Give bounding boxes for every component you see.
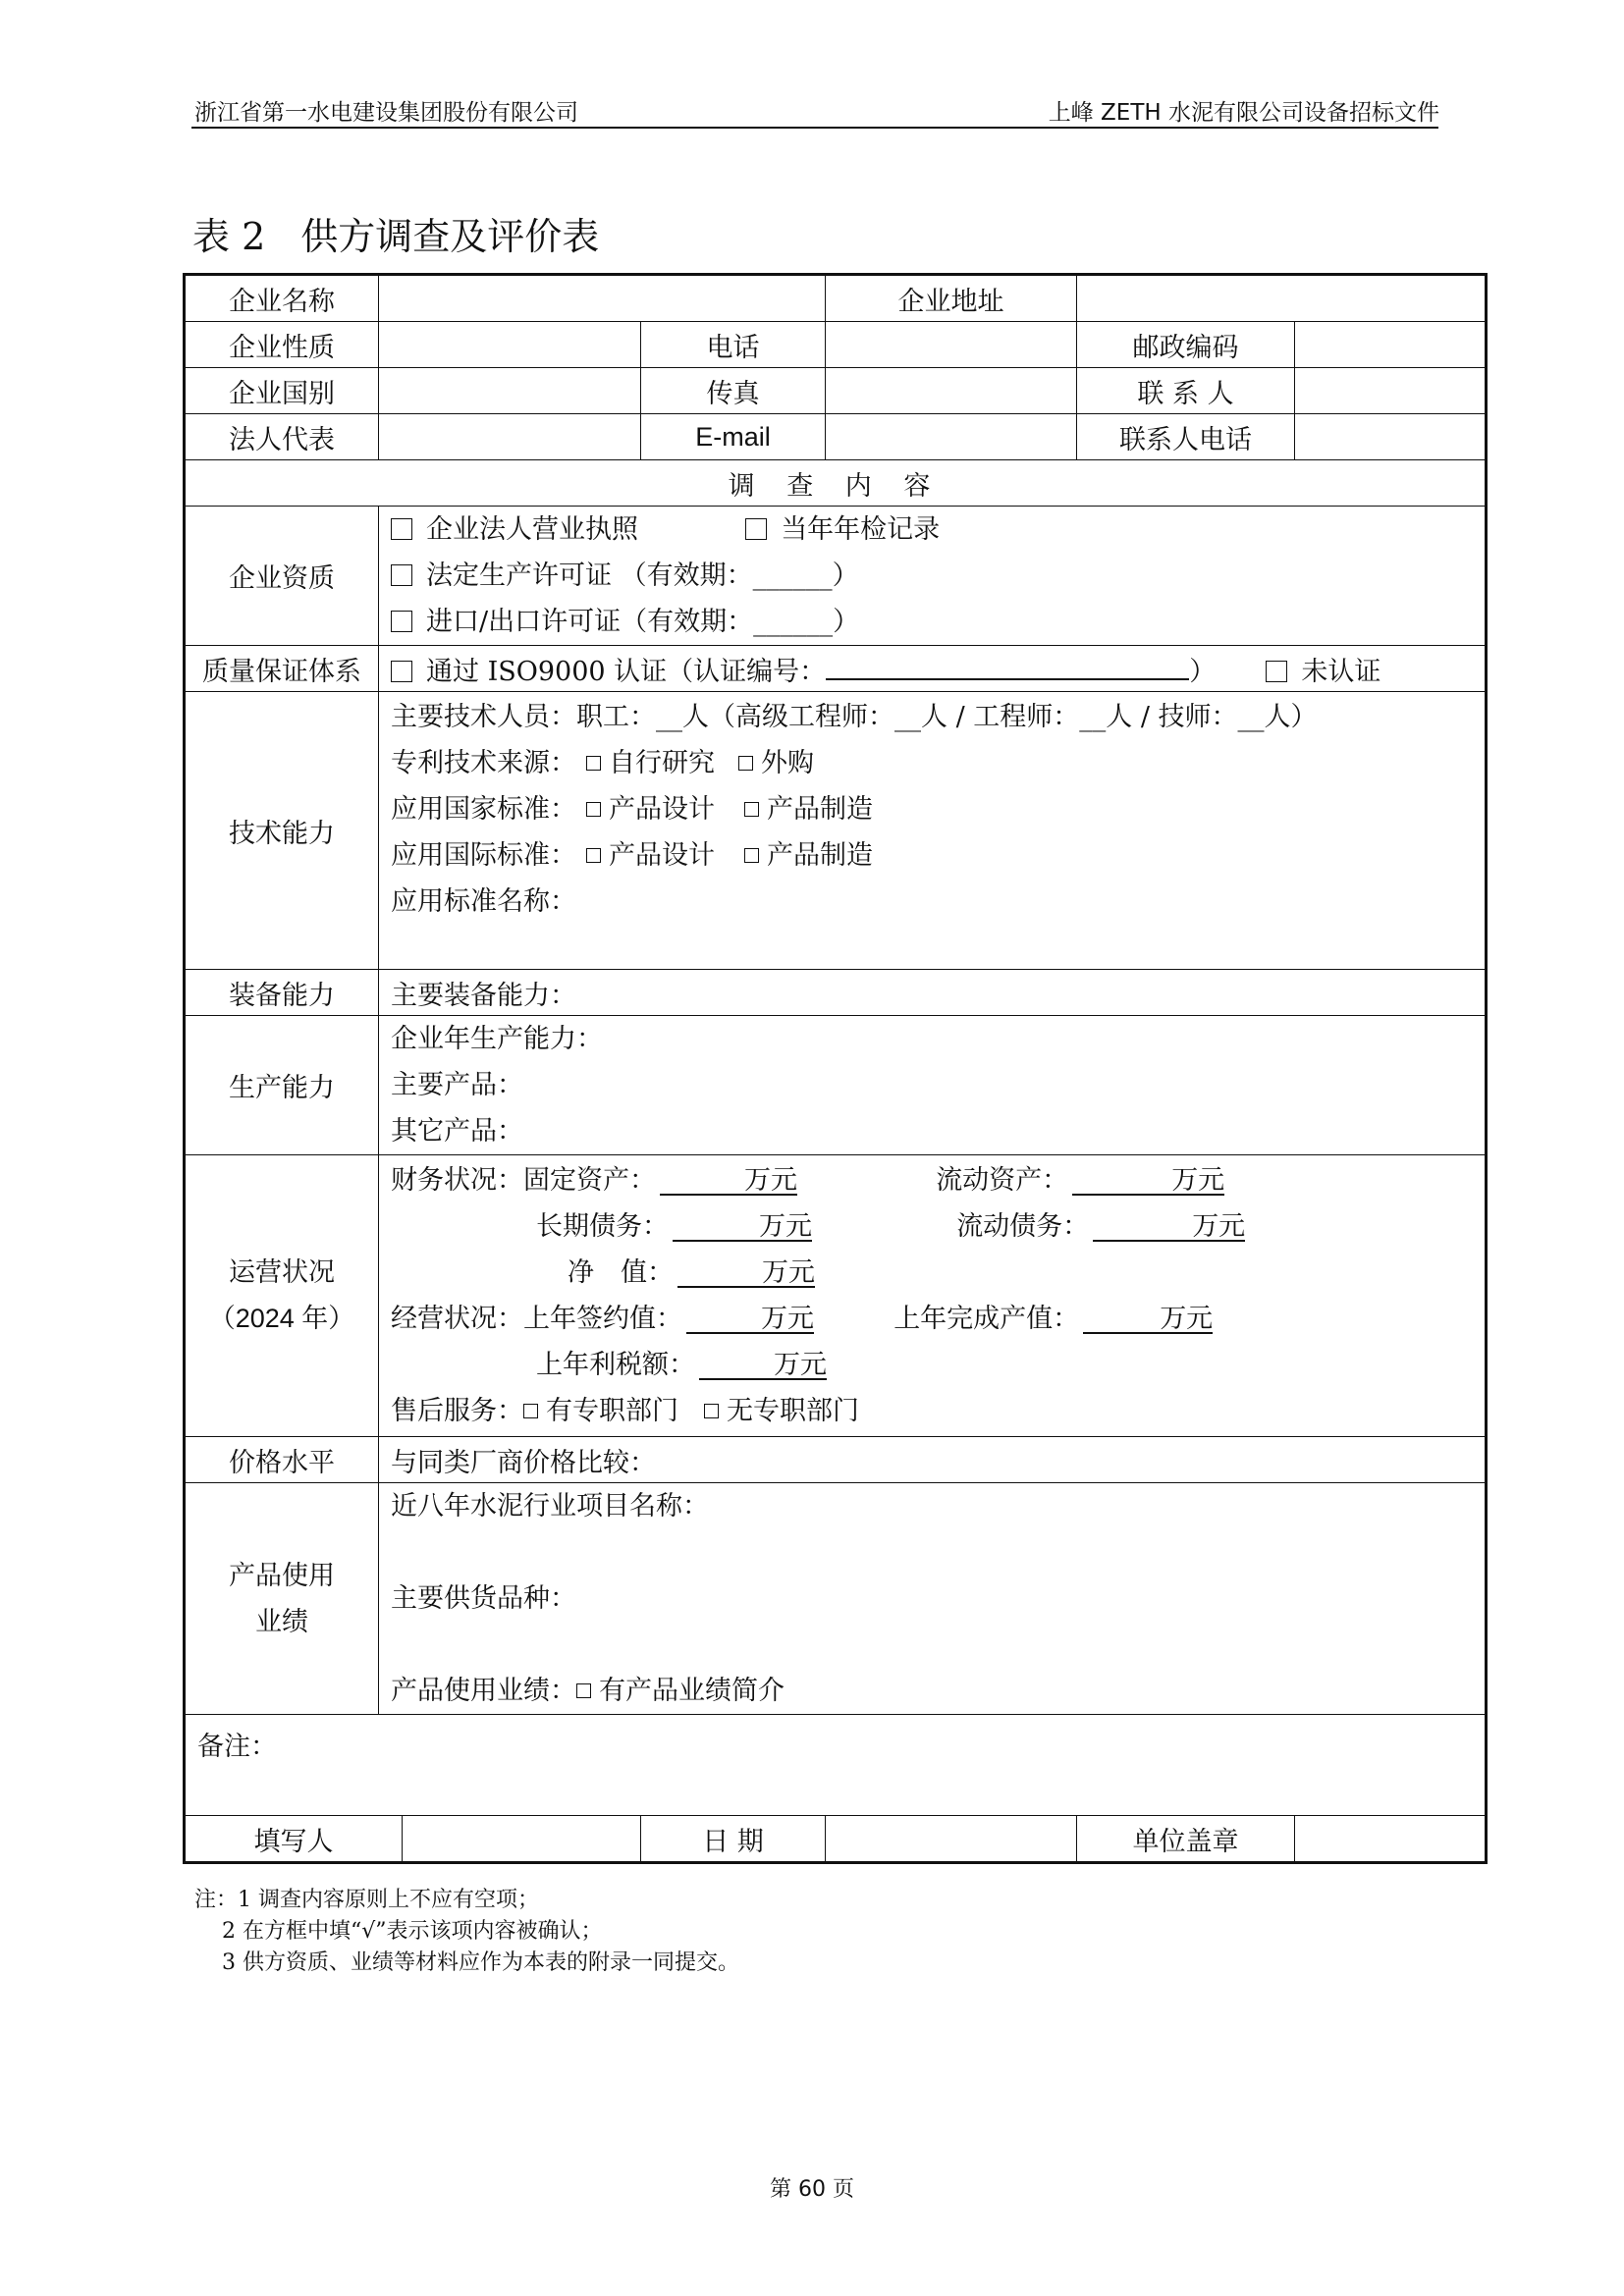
text-price-comparison[interactable]: 与同类厂商价格比较： — [379, 1437, 1487, 1483]
text-long-term-debt: 长期债务： — [536, 1211, 669, 1242]
table-title: 供方调查及评价表 — [300, 215, 600, 258]
text-no-dedicated-dept: 无专职部门 — [727, 1396, 859, 1426]
field-email[interactable] — [826, 414, 1077, 460]
text-profit-tax: 上年利税额： — [536, 1350, 695, 1380]
text-finance: 财务状况： — [391, 1165, 523, 1196]
checkbox-national-design[interactable] — [586, 802, 601, 817]
checkbox-iso9000[interactable] — [391, 661, 412, 682]
checkbox-self-research[interactable] — [586, 756, 601, 771]
header-divider — [191, 127, 1438, 129]
text-net-value: 净 值： — [568, 1257, 674, 1288]
checkbox-international-design[interactable] — [586, 848, 601, 863]
field-current-assets[interactable]: 万元 — [1072, 1168, 1224, 1196]
row-quality — [185, 646, 1487, 692]
row-equipment — [185, 970, 1487, 1016]
label-operation-year: （2024 年） — [208, 1304, 355, 1333]
text-import-export-license: 进口/出口许可证（有效期：______） — [426, 607, 860, 637]
checkbox-purchase[interactable] — [738, 756, 753, 771]
text-after-sales: 售后服务： — [391, 1396, 523, 1426]
text-self-research: 自行研究 — [609, 748, 715, 778]
text-international-design: 产品设计 — [609, 840, 715, 871]
label-email: E-mail — [641, 414, 826, 460]
label-contact: 联 系 人 — [1077, 368, 1295, 414]
label-performance-2: 业绩 — [255, 1606, 308, 1637]
label-technical: 技术能力 — [185, 692, 379, 970]
row-price — [185, 1437, 1487, 1483]
checkbox-business-license[interactable] — [391, 518, 412, 540]
field-contact[interactable] — [1295, 368, 1487, 414]
form-title — [192, 206, 599, 260]
footnotes — [194, 1885, 739, 1979]
text-performance-brief: 有产品业绩简介 — [599, 1676, 785, 1706]
text-international-standard: 应用国际标准： — [391, 840, 576, 871]
checkbox-production-license[interactable] — [391, 564, 412, 586]
row-production — [185, 1016, 1487, 1155]
field-company-name[interactable] — [379, 275, 826, 322]
text-annual-inspection: 当年年检记录 — [781, 514, 941, 545]
row-country — [185, 368, 1487, 414]
field-fax[interactable] — [826, 368, 1077, 414]
label-date: 日 期 — [641, 1816, 826, 1863]
checkbox-international-manufacture[interactable] — [744, 848, 759, 863]
text-main-products[interactable]: 主要产品： — [391, 1070, 523, 1100]
text-projects[interactable]: 近八年水泥行业项目名称： — [391, 1491, 709, 1522]
checkbox-no-dedicated-dept[interactable] — [704, 1404, 719, 1418]
row-signature — [185, 1816, 1487, 1863]
row-company-name — [185, 275, 1487, 322]
field-contract-value[interactable]: 万元 — [686, 1307, 814, 1334]
text-fixed-assets: 固定资产： — [523, 1165, 656, 1196]
field-postcode[interactable] — [1295, 322, 1487, 368]
text-annual-capacity[interactable]: 企业年生产能力： — [391, 1024, 603, 1054]
field-output-value[interactable]: 万元 — [1083, 1307, 1213, 1334]
label-company-address: 企业地址 — [826, 275, 1077, 322]
text-national-manufacture: 产品制造 — [767, 794, 873, 825]
field-net-value[interactable]: 万元 — [677, 1260, 815, 1288]
text-national-standard: 应用国家标准： — [391, 794, 576, 825]
field-company-nature[interactable] — [379, 322, 641, 368]
quality-content — [379, 646, 1487, 692]
remarks-field[interactable] — [185, 1715, 1487, 1816]
operation-content — [379, 1155, 1487, 1437]
label-seal: 单位盖章 — [1077, 1816, 1295, 1863]
field-legal-rep[interactable] — [379, 414, 641, 460]
text-national-design: 产品设计 — [609, 794, 715, 825]
row-technical — [185, 692, 1487, 970]
technical-content — [379, 692, 1487, 970]
field-country[interactable] — [379, 368, 641, 414]
row-survey-header — [185, 460, 1487, 507]
text-standard-name: 应用标准名称： — [391, 886, 576, 917]
label-production: 生产能力 — [185, 1016, 379, 1155]
text-production-license: 法定生产许可证 （有效期：______） — [426, 561, 859, 591]
text-equipment[interactable]: 主要装备能力： — [379, 970, 1487, 1016]
header-left: 浙江省第一水电建设集团股份有限公司 — [194, 100, 578, 126]
field-cert-number[interactable] — [826, 678, 1189, 680]
label-filler: 填写人 — [185, 1816, 403, 1863]
note-2: 2 在方框中填“√”表示该项内容被确认； — [222, 1919, 603, 1944]
label-postcode: 邮政编码 — [1077, 322, 1295, 368]
row-remarks — [185, 1715, 1487, 1816]
row-operation — [185, 1155, 1487, 1437]
row-legal-rep — [185, 414, 1487, 460]
text-varieties[interactable]: 主要供货品种： — [391, 1583, 576, 1614]
production-content — [379, 1016, 1487, 1155]
label-company-nature: 企业性质 — [185, 322, 379, 368]
text-purchase: 外购 — [761, 748, 814, 778]
text-iso-suffix: ） — [1189, 656, 1217, 687]
label-remarks: 备注： — [197, 1732, 277, 1762]
supplier-survey-table — [183, 273, 1488, 1864]
label-performance — [185, 1483, 379, 1715]
qualification-content — [379, 507, 1487, 646]
field-profit-tax[interactable]: 万元 — [699, 1353, 827, 1380]
field-fixed-assets[interactable]: 万元 — [660, 1168, 797, 1196]
row-company-nature — [185, 322, 1487, 368]
text-dedicated-dept: 有专职部门 — [546, 1396, 678, 1426]
field-company-address[interactable] — [1077, 275, 1487, 322]
field-seal[interactable] — [1295, 1816, 1487, 1863]
row-qualification — [185, 507, 1487, 646]
checkbox-annual-inspection[interactable] — [745, 518, 767, 540]
text-tech-staff: 主要技术人员：职工：__人（高级工程师：__人 / 工程师：__人 / 技师：__人） — [391, 702, 1318, 732]
field-long-term-debt[interactable]: 万元 — [673, 1214, 812, 1242]
note-1: 注：1 调查内容原则上不应有空项； — [194, 1888, 539, 1912]
survey-content-header: 调 查 内 容 — [185, 460, 1487, 507]
text-output-value: 上年完成产值： — [893, 1304, 1080, 1334]
text-current-debt: 流动债务： — [956, 1211, 1090, 1242]
page-number: 第 60 页 — [770, 2177, 854, 2202]
header-right: 上峰 ZETH 水泥有限公司设备招标文件 — [1048, 100, 1439, 126]
checkbox-import-export-license[interactable] — [391, 611, 412, 632]
field-filler[interactable] — [403, 1816, 641, 1863]
field-contact-phone[interactable] — [1295, 414, 1487, 460]
label-operation — [185, 1155, 379, 1437]
label-phone: 电话 — [641, 322, 826, 368]
text-current-assets: 流动资产： — [936, 1165, 1069, 1196]
label-fax: 传真 — [641, 368, 826, 414]
text-iso9000: 通过 ISO9000 认证（认证编号： — [426, 656, 827, 687]
field-date[interactable] — [826, 1816, 1077, 1863]
text-not-certified: 未认证 — [1301, 656, 1381, 687]
checkbox-national-manufacture[interactable] — [744, 802, 759, 817]
field-current-debt[interactable]: 万元 — [1093, 1214, 1245, 1242]
checkbox-not-certified[interactable] — [1266, 661, 1287, 682]
checkbox-dedicated-dept[interactable] — [523, 1404, 538, 1418]
table-number: 表 2 — [192, 215, 266, 258]
text-performance: 产品使用业绩： — [391, 1676, 576, 1706]
label-contact-phone: 联系人电话 — [1077, 414, 1295, 460]
label-operation-status: 运营状况 — [229, 1257, 335, 1288]
row-performance — [185, 1483, 1487, 1715]
label-qualification: 企业资质 — [185, 507, 379, 646]
text-business-license: 企业法人营业执照 — [426, 514, 638, 545]
text-business-status: 经营状况： — [391, 1304, 523, 1334]
label-performance-1: 产品使用 — [229, 1560, 335, 1591]
text-contract-value: 上年签约值： — [523, 1304, 682, 1334]
text-international-manufacture: 产品制造 — [767, 840, 873, 871]
label-quality-system: 质量保证体系 — [185, 646, 379, 692]
performance-content — [379, 1483, 1487, 1715]
text-patent-source: 专利技术来源： — [391, 748, 576, 778]
label-company-name: 企业名称 — [185, 275, 379, 322]
text-other-products[interactable]: 其它产品： — [391, 1116, 523, 1147]
field-phone[interactable] — [826, 322, 1077, 368]
label-country: 企业国别 — [185, 368, 379, 414]
label-price: 价格水平 — [185, 1437, 379, 1483]
label-equipment: 装备能力 — [185, 970, 379, 1016]
note-3: 3 供方资质、业绩等材料应作为本表的附录一同提交。 — [222, 1950, 739, 1975]
checkbox-performance-brief[interactable] — [576, 1683, 591, 1698]
label-legal-rep: 法人代表 — [185, 414, 379, 460]
